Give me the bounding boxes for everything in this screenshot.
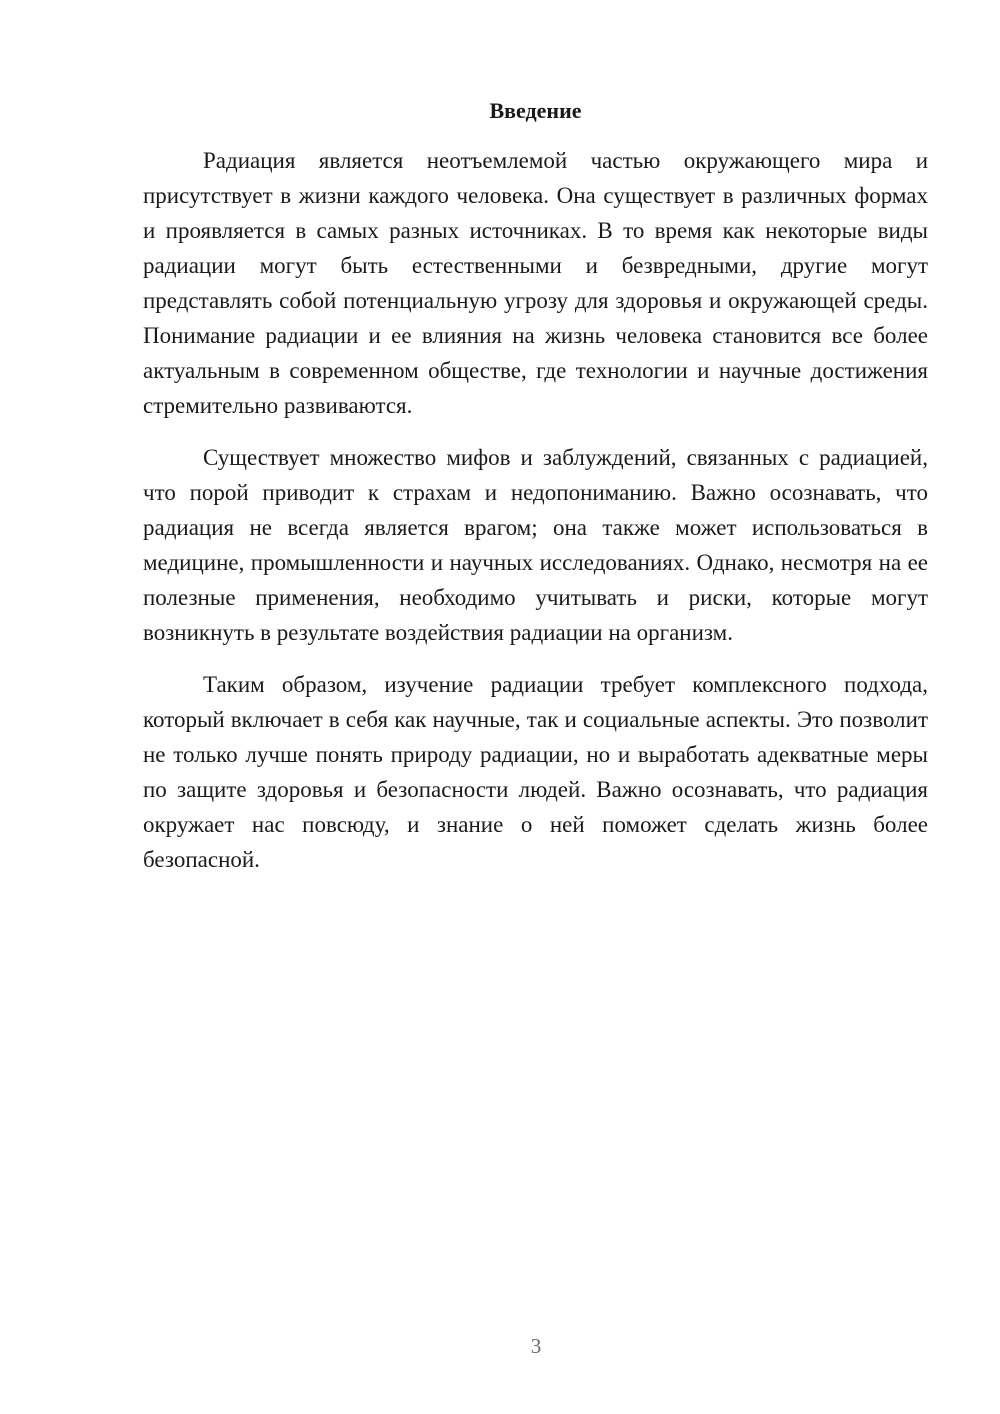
paragraph-3: Таким образом, изучение радиации требует комплексного подхода, который включает в себя как научные, так и социальные аспекты. Это позволит не только лучше понять природу радиации, но и выработать адекватные меры по защите здоровья и безопасности людей. Важно осознавать, что радиация окружает нас повсюду, и знание о ней поможет сделать жизнь более безопасной. — [143, 672, 928, 872]
paragraph-1: Радиация является неотъемлемой частью окружающего мира и присутствует в жизни каждого человека. Она существует в различных формах и проявляется в самых разных источниках. В то время как некоторые виды радиации могут быть естественными и безвредными, другие могут представлять собой потенциальную угрозу для здоровья и окружающей среды. Понимание радиации и ее влияния на жизнь человека становится все более актуальным в современном обществе, где технологии и научные достижения стремительно развиваются. — [143, 148, 928, 418]
section-title: Введение — [489, 98, 582, 123]
body-text — [143, 143, 928, 894]
paragraph-2: Существует множество мифов и заблуждений, связанных с радиацией, что порой приводит к страхам и недопониманию. Важно осознавать, что радиация не всегда является врагом; она также может использоваться в медицине, промышленности и научных исследованиях. Однако, несмотря на ее полезные применения, необходимо учитывать и риски, которые могут возникнуть в результате воздействия радиации на организм. — [143, 445, 928, 645]
page-number: 3 — [530, 1334, 542, 1358]
